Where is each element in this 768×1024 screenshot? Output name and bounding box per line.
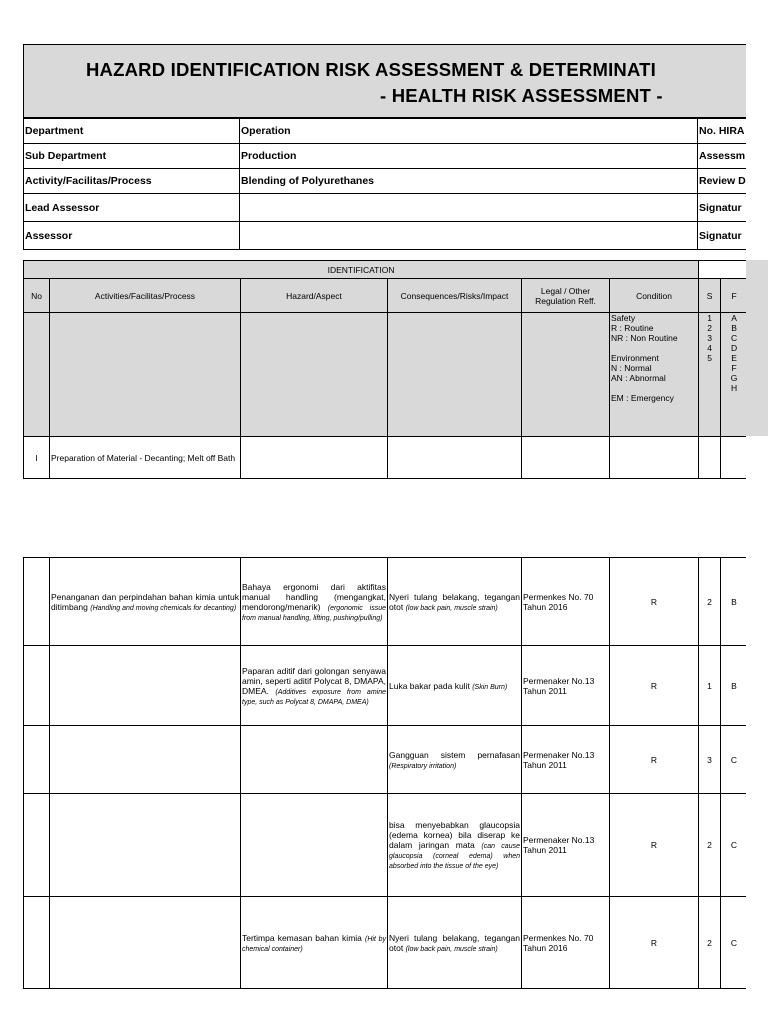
frequency-cell: B xyxy=(721,646,747,726)
empty-cell xyxy=(522,437,610,479)
header-consequence: Consequences/Risks/Impact xyxy=(388,279,522,313)
legend-line: N : Normal xyxy=(611,363,652,373)
legend-line: Safety xyxy=(611,313,636,323)
hazard-row xyxy=(24,726,747,794)
empty-cell xyxy=(721,437,746,479)
hazard-cell xyxy=(241,794,388,897)
frequency-cell: B xyxy=(721,558,747,646)
hazard-table xyxy=(23,557,746,989)
severity-cell: 2 xyxy=(699,558,721,646)
legal-cell: Permenkes No. 70 Tahun 2016 xyxy=(522,558,610,646)
condition-cell: R xyxy=(610,646,699,726)
scale-item: D xyxy=(730,343,738,353)
info-value: Blending of Polyurethanes xyxy=(240,169,698,194)
header-legal: Legal / Other Regulation Reff. xyxy=(522,279,610,313)
severity-cell: 3 xyxy=(699,726,721,794)
hazard-translation: (ergonomic issue from manual handling, lifting, pushing/pulling) xyxy=(242,604,386,622)
consequence-cell xyxy=(388,897,522,989)
info-value xyxy=(240,222,698,250)
info-table xyxy=(23,118,746,250)
activity-cell xyxy=(50,897,241,989)
info-right-label: Signatur xyxy=(698,194,747,222)
info-row-activity xyxy=(24,169,747,194)
hazard-text: Tertimpa kemasan bahan kimia xyxy=(242,932,362,943)
identification-heading: IDENTIFICATION xyxy=(24,261,699,279)
info-label: Lead Assessor xyxy=(24,194,240,222)
consequence-cell xyxy=(388,558,522,646)
hazard-row xyxy=(24,646,747,726)
consequence-translation: (low back pain, muscle strain) xyxy=(405,604,498,612)
empty-cell xyxy=(241,313,388,437)
empty-cell xyxy=(610,437,699,479)
info-value: Production xyxy=(240,144,698,169)
empty-cell xyxy=(24,897,50,989)
empty-cell xyxy=(24,794,50,897)
identification-table xyxy=(23,260,746,479)
scale-item: 4 xyxy=(707,343,712,353)
info-label: Assessor xyxy=(24,222,240,250)
legend-line: AN : Abnormal xyxy=(611,373,666,383)
legend-line xyxy=(611,343,697,353)
scale-item: E xyxy=(731,353,737,363)
info-value xyxy=(240,194,698,222)
header-frequency: F xyxy=(721,279,746,313)
hazard-translation: (Hit by chemical container) xyxy=(242,935,386,953)
activity-row-first xyxy=(24,437,747,479)
scale-item: 5 xyxy=(707,353,712,363)
consequence-translation: (Skin Burn) xyxy=(472,683,508,691)
empty-cell xyxy=(24,313,50,437)
legend-line: EM : Emergency xyxy=(611,393,674,403)
legal-cell: Permenaker No.13 Tahun 2011 xyxy=(522,726,610,794)
condition-cell: R xyxy=(610,726,699,794)
title-banner xyxy=(23,44,746,118)
condition-cell: R xyxy=(610,558,699,646)
hazard-text: Paparan aditif dari golongan senyawa amin, seperti aditif Polycat 8, DMAPA, DMEA. xyxy=(242,665,386,696)
consequence-text: bisa menyebabkan glaucopsia (edema kornea) bila diserap ke dalam jaringan mata xyxy=(389,820,520,850)
legend-line: NR : Non Routine xyxy=(611,333,678,343)
activity-cell xyxy=(50,794,241,897)
header-no: No xyxy=(24,279,50,313)
severity-cell: 2 xyxy=(699,794,721,897)
hazard-text: Bahaya ergonomi dari aktifitas manual handling (mengangkat, mendorong/menarik) xyxy=(242,581,386,612)
empty-cell xyxy=(699,437,721,479)
consequence-text: Luka bakar pada kulit xyxy=(389,680,470,691)
info-right-label: Signatur xyxy=(698,222,747,250)
severity-scale xyxy=(699,313,721,437)
scale-item: B xyxy=(731,323,737,333)
severity-cell: 1 xyxy=(699,646,721,726)
legal-cell: Permenaker No.13 Tahun 2011 xyxy=(522,646,610,726)
info-label: Activity/Facilitas/Process xyxy=(24,169,240,194)
info-label: Department xyxy=(24,119,240,144)
consequence-cell xyxy=(388,646,522,726)
consequence-text: Gangguan sistem pernafasan xyxy=(389,749,520,760)
hazard-translation: (Additives exposure from amine type, such as Polycat 8, DMAPA, DMEA) xyxy=(242,688,386,706)
info-value: Operation xyxy=(240,119,698,144)
legend-row xyxy=(24,313,747,437)
frequency-scale xyxy=(721,313,746,437)
consequence-cell xyxy=(388,726,522,794)
legal-cell: Permenkes No. 70 Tahun 2016 xyxy=(522,897,610,989)
scale-item: A xyxy=(731,313,737,323)
activity-cell xyxy=(50,646,241,726)
info-row-sub-department xyxy=(24,144,747,169)
row-number: I xyxy=(24,437,50,479)
scale-item: G xyxy=(730,373,738,383)
empty-cell xyxy=(522,313,610,437)
hazard-cell xyxy=(241,558,388,646)
empty-cell xyxy=(50,313,241,437)
legal-cell: Permenaker No.13 Tahun 2011 xyxy=(522,794,610,897)
activity-cell xyxy=(50,558,241,646)
empty-cell xyxy=(24,726,50,794)
hazard-row xyxy=(24,558,747,646)
empty-cell xyxy=(699,261,746,279)
info-row-department xyxy=(24,119,747,144)
hazard-row xyxy=(24,794,747,897)
hazard-cell xyxy=(241,897,388,989)
empty-cell xyxy=(24,558,50,646)
scale-item: H xyxy=(730,383,738,393)
empty-cell xyxy=(24,646,50,726)
side-gray-panel xyxy=(746,260,768,436)
scale-item: C xyxy=(730,333,738,343)
header-condition: Condition xyxy=(610,279,699,313)
info-right-label: Review D xyxy=(698,169,747,194)
empty-cell xyxy=(241,437,388,479)
frequency-cell: C xyxy=(721,794,747,897)
hazard-cell xyxy=(241,646,388,726)
severity-cell: 2 xyxy=(699,897,721,989)
consequence-translation: (Respiratory irritation) xyxy=(389,762,457,770)
scale-item: F xyxy=(731,363,737,373)
condition-cell: R xyxy=(610,897,699,989)
document-title: HAZARD IDENTIFICATION RISK ASSESSMENT & DETERMINATI xyxy=(86,59,656,80)
scale-item: 1 xyxy=(707,313,712,323)
activity-translation: (Handling and moving chemicals for decanting) xyxy=(90,604,237,612)
consequence-translation: (low back pain, muscle strain) xyxy=(405,945,498,953)
info-row-lead-assessor xyxy=(24,194,747,222)
activity-cell: Preparation of Material - Decanting; Melt off Bath xyxy=(50,437,241,479)
activity-text: Penanganan dan perpindahan bahan kimia untuk ditimbang xyxy=(51,591,239,612)
consequence-text: Nyeri tulang belakang, tegangan otot xyxy=(389,932,520,953)
info-label: Sub Department xyxy=(24,144,240,169)
header-severity: S xyxy=(699,279,721,313)
legend-line: R : Routine xyxy=(611,323,654,333)
frequency-cell: C xyxy=(721,897,747,989)
hazard-row xyxy=(24,897,747,989)
info-right-label: Assessm xyxy=(698,144,747,169)
consequence-cell xyxy=(388,794,522,897)
scale-item: 3 xyxy=(707,333,712,343)
frequency-cell: C xyxy=(721,726,747,794)
legend-line: Environment xyxy=(611,353,659,363)
consequence-translation: (can cause glaucopsia (corneal edema) when absorbed into the tissue of the eye) xyxy=(389,843,520,870)
document-subtitle: - HEALTH RISK ASSESSMENT - xyxy=(380,85,663,106)
column-header-row xyxy=(24,279,747,313)
scale-item: 2 xyxy=(707,323,712,333)
header-hazard: Hazard/Aspect xyxy=(241,279,388,313)
hazard-cell xyxy=(241,726,388,794)
identification-section-row xyxy=(24,261,747,279)
empty-cell xyxy=(388,313,522,437)
consequence-text: Nyeri tulang belakang, tegangan otot xyxy=(389,591,520,612)
info-row-assessor xyxy=(24,222,747,250)
info-right-label: No. HIRA xyxy=(698,119,747,144)
legend-line xyxy=(611,383,697,393)
activity-cell xyxy=(50,726,241,794)
header-activity: Activities/Facilitas/Process xyxy=(50,279,241,313)
empty-cell xyxy=(388,437,522,479)
condition-cell: R xyxy=(610,794,699,897)
condition-legend xyxy=(610,313,699,437)
